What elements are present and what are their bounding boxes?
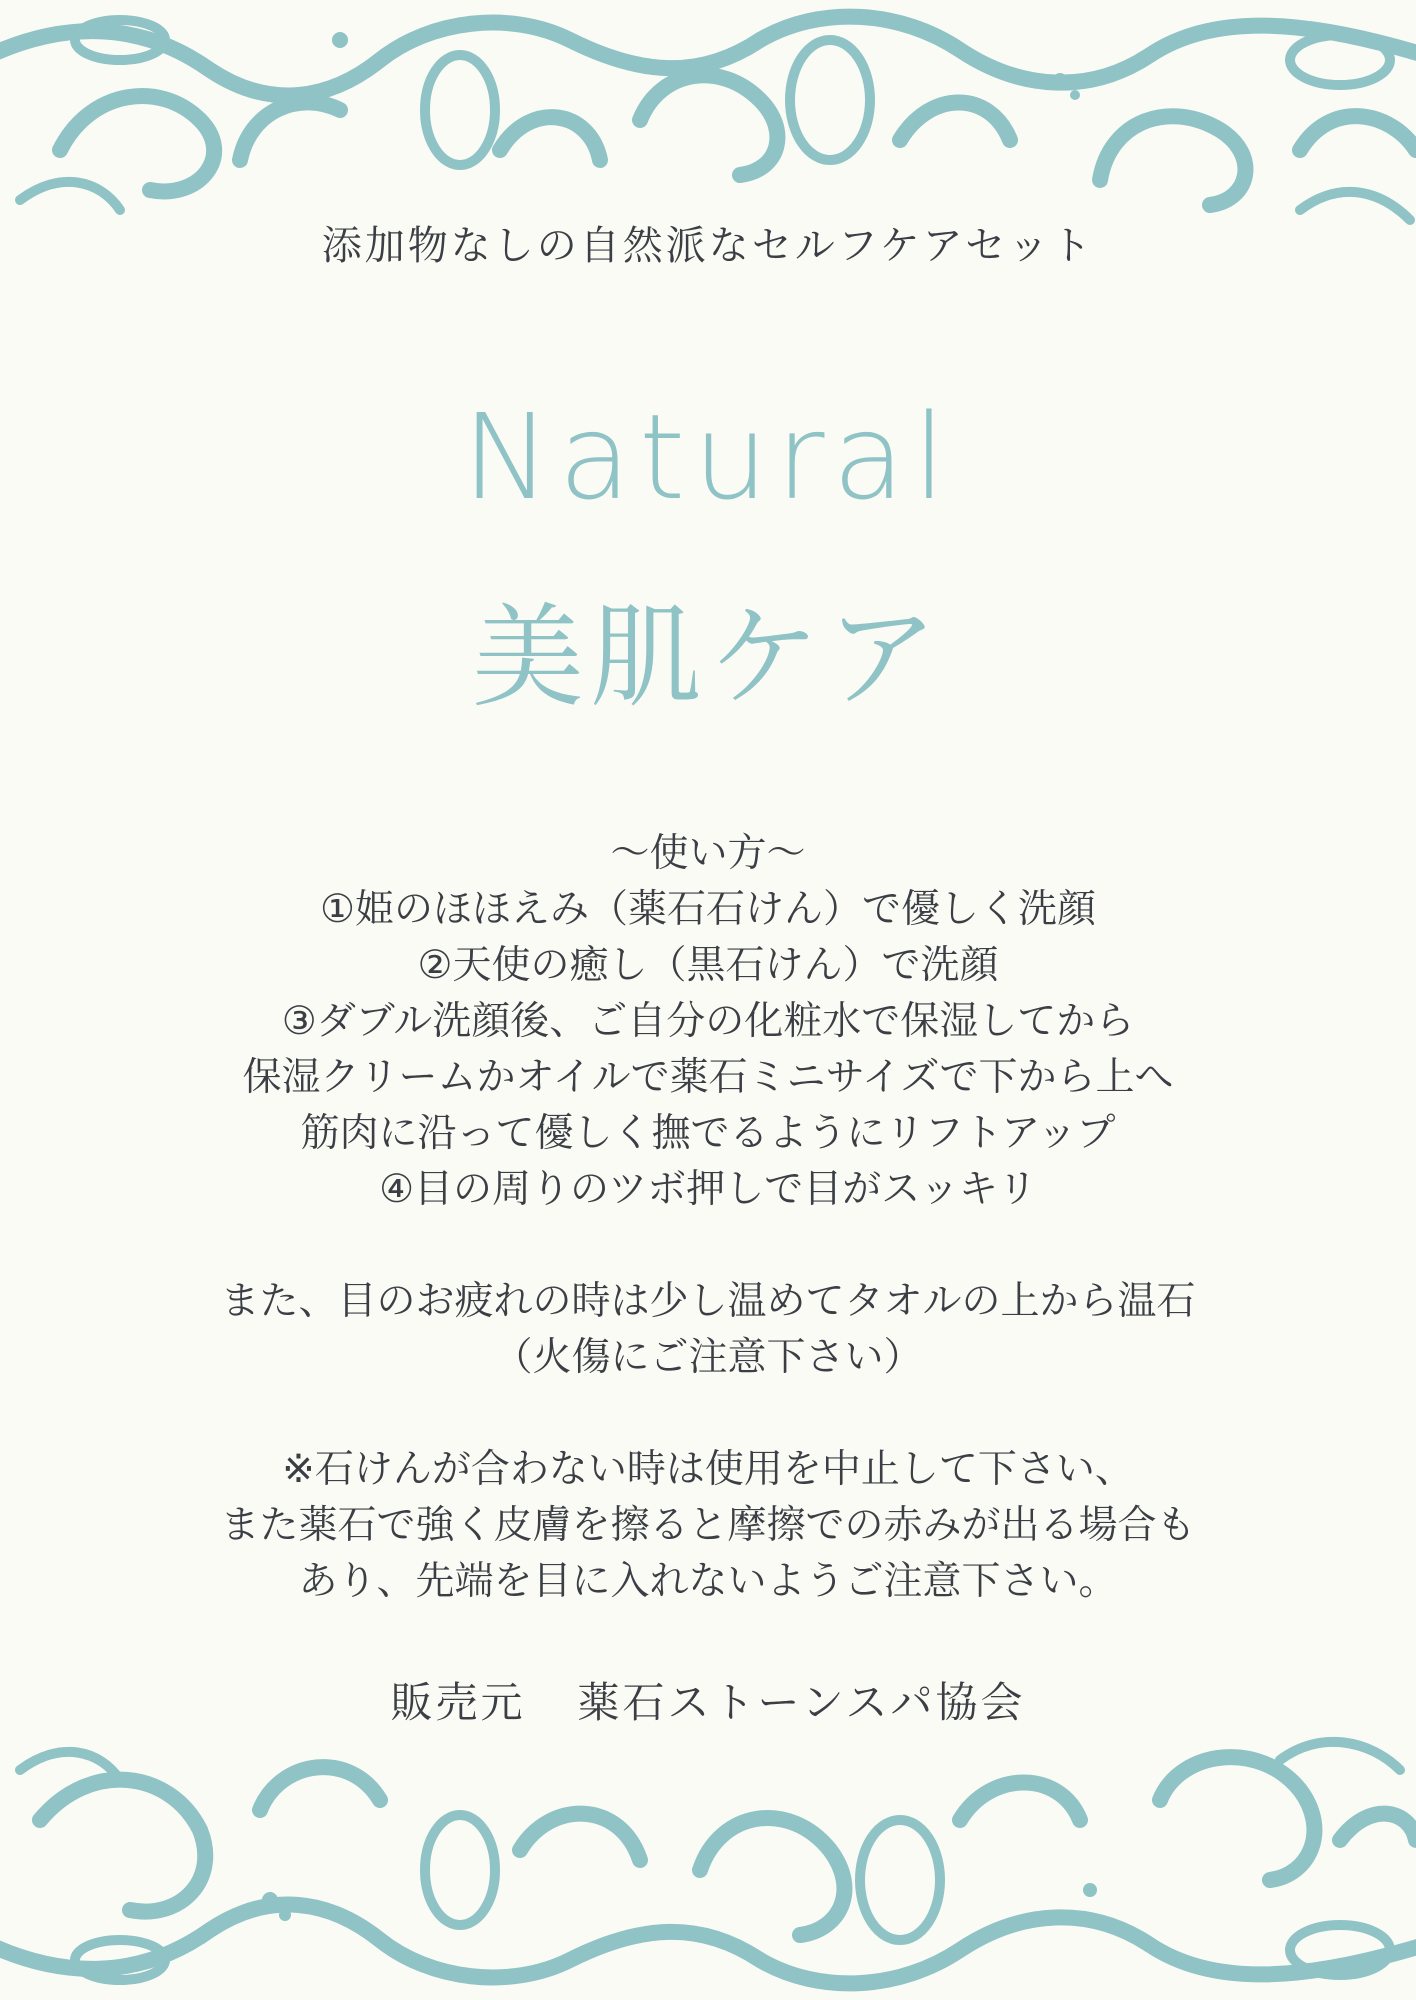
seller-name: 薬石ストーンスパ協会: [577, 1678, 1026, 1727]
usage-step: ②天使の癒し（黒石けん）で洗顔: [417, 943, 999, 988]
title-english: Natural: [462, 388, 954, 526]
usage-step: 保湿クリームかオイルで薬石ミニサイズで下から上へ: [242, 1055, 1174, 1100]
spacer: [0, 1218, 1416, 1274]
floral-border-top: [0, 0, 1416, 250]
spacer: [0, 1386, 1416, 1442]
usage-step: ①姫のほほえみ（薬石石けん）で優しく洗顔: [320, 887, 1096, 932]
caution-line: あり、先端を目に入れないようご注意下さい。: [298, 1559, 1118, 1604]
usage-section: [0, 826, 1416, 1610]
tip-line: また、目のお疲れの時は少し温めてタオルの上から温石: [220, 1279, 1196, 1324]
floral-border-bottom: [0, 1700, 1416, 2000]
usage-step: ③ダブル洗顔後、ご自分の化粧水で保湿してから: [281, 999, 1135, 1044]
usage-step: 筋肉に沿って優しく撫でるようにリフトアップ: [300, 1111, 1116, 1156]
seller-label: 販売元: [390, 1678, 526, 1727]
caution-line: また薬石で強く皮膚を擦ると摩擦での赤みが出る場合も: [220, 1503, 1196, 1548]
subtitle: 添加物なしの自然派なセルフケアセット: [321, 223, 1095, 269]
usage-heading: 〜使い方〜: [610, 831, 806, 876]
caution-line: ※石けんが合わない時は使用を中止して下さい、: [282, 1447, 1134, 1492]
title-japanese: 美肌ケア: [472, 593, 944, 723]
tip-line: （火傷にご注意下さい）: [493, 1335, 923, 1380]
usage-step: ④目の周りのツボ押しで目がスッキリ: [379, 1167, 1037, 1212]
